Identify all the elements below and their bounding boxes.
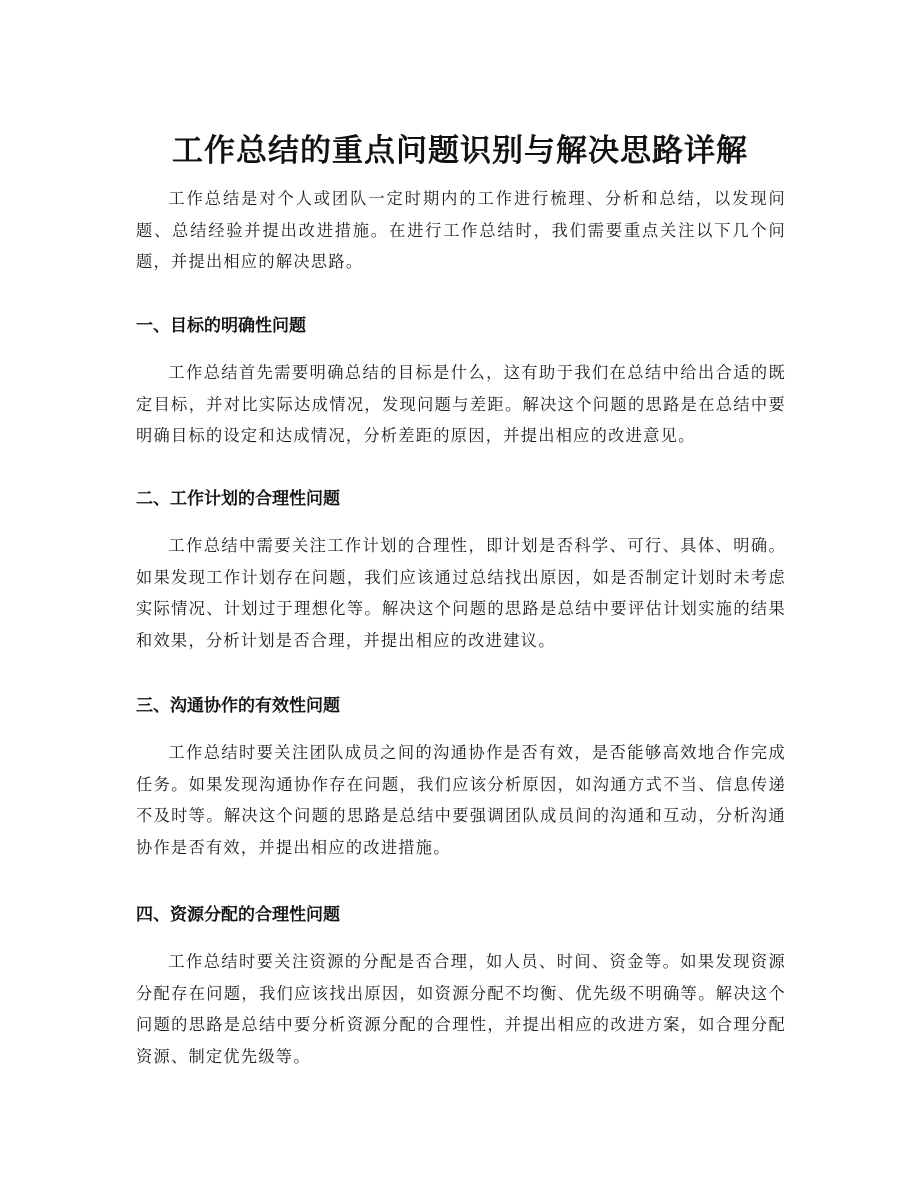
section-body-1: 工作总结首先需要明确总结的目标是什么，这有助于我们在总结中给出合适的既定目标，并对比实际达成情况，发现问题与差距。解决这个问题的思路是在总结中要明确目标的设定和达成情况，分析差距的原因，并提出相应的改进意见。: [136, 363, 786, 445]
section-heading-1: 一、目标的明确性问题: [136, 316, 306, 336]
section-heading-3: 三、沟通协作的有效性问题: [136, 696, 340, 716]
section-heading-2: 二、工作计划的合理性问题: [136, 489, 340, 509]
page-title: 工作总结的重点问题识别与解决思路详解: [172, 132, 748, 169]
section-heading-4: 四、资源分配的合理性问题: [136, 905, 340, 925]
section-body-2: 工作总结中需要关注工作计划的合理性，即计划是否科学、可行、具体、明确。如果发现工作计划存在问题，我们应该通过总结找出原因，如是否制定计划时未考虑实际情况、计划过于理想化等。解决这个问题的思路是总结中要评估计划实施的结果和效果，分析计划是否合理，并提出相应的改进建议。: [136, 536, 786, 650]
intro-paragraph: 工作总结是对个人或团队一定时期内的工作进行梳理、分析和总结，以发现问题、总结经验并提出改进措施。在进行工作总结时，我们需要重点关注以下几个问题，并提出相应的解决思路。: [136, 189, 786, 271]
section-body-3: 工作总结时要关注团队成员之间的沟通协作是否有效，是否能够高效地合作完成任务。如果发现沟通协作存在问题，我们应该分析原因，如沟通方式不当、信息传递不及时等。解决这个问题的思路是总结中要强调团队成员间的沟通和互动，分析沟通协作是否有效，并提出相应的改进措施。: [136, 743, 786, 857]
section-body-4: 工作总结时要关注资源的分配是否合理，如人员、时间、资金等。如果发现资源分配存在问题，我们应该找出原因，如资源分配不均衡、优先级不明确等。解决这个问题的思路是总结中要分析资源分配的合理性，并提出相应的改进方案，如合理分配资源、制定优先级等。: [136, 952, 786, 1066]
